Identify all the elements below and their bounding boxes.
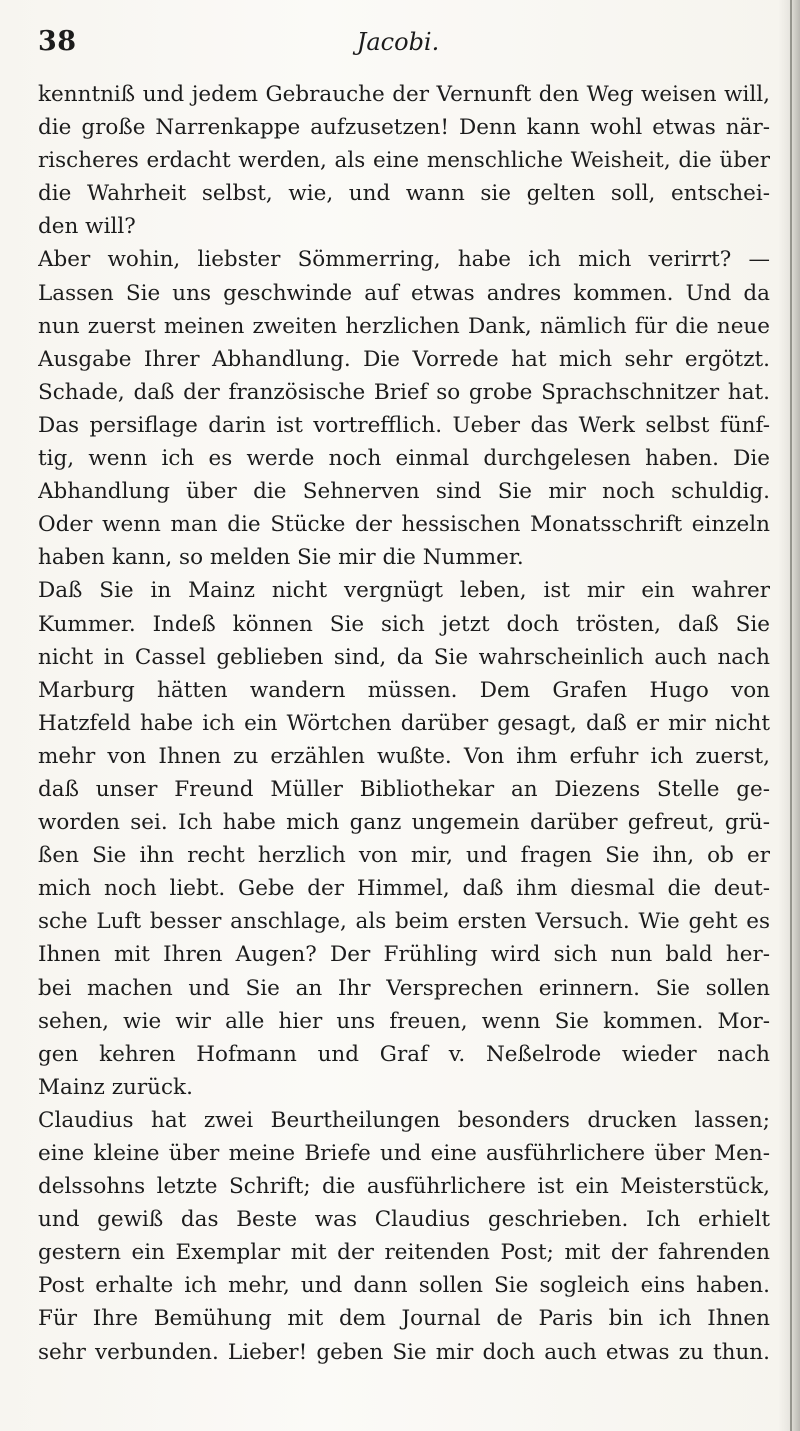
text-line: sche Luft besser anschlage, als beim ersten Versuch. Wie geht es xyxy=(38,909,770,935)
text-line: Abhandlung über die Sehnerven sind Sie mir noch schuldig. xyxy=(38,479,770,505)
text-line: Marburg hätten wandern müssen. Dem Grafen Hugo von xyxy=(38,677,770,703)
text-line: Das persiflage darin ist vortrefflich. Ueber das Werk selbst fünf- xyxy=(38,412,770,438)
page-number: 38 xyxy=(38,26,77,57)
text-line: nun zuerst meinen zweiten herzlichen Dank, nämlich für die neue xyxy=(38,313,770,339)
text-line: Ihnen mit Ihren Augen? Der Frühling wird sich nun bald her- xyxy=(38,942,770,968)
text-line: Schade, daß der französische Brief so grobe Sprachschnitzer hat. xyxy=(38,379,770,405)
text-line: sehen, wie wir alle hier uns freuen, wenn Sie kommen. Mor- xyxy=(38,1008,770,1034)
page-edge-line xyxy=(790,0,792,1431)
text-line: mehr von Ihnen zu erzählen wußte. Von ihm erfuhr ich zuerst, xyxy=(38,743,770,769)
text-line: Post erhalte ich mehr, und dann sollen Sie sogleich eins haben. xyxy=(38,1273,770,1299)
text-line: Oder wenn man die Stücke der hessischen Monatsschrift einzeln xyxy=(38,512,770,538)
text-line: den will? xyxy=(38,214,136,240)
text-line: rischeres erdacht werden, als eine menschliche Weisheit, die über xyxy=(38,148,770,174)
text-line: nicht in Cassel geblieben sind, da Sie wahrscheinlich auch nach xyxy=(38,644,770,670)
text-line: die Wahrheit selbst, wie, und wann sie gelten soll, entschei- xyxy=(38,181,770,207)
text-line: die große Narrenkappe aufzusetzen! Denn kann wohl etwas när- xyxy=(38,115,770,141)
text-line: tig, wenn ich es werde noch einmal durchgelesen haben. Die xyxy=(38,446,770,472)
running-head: Jacobi. xyxy=(356,28,440,56)
text-line: Daß Sie in Mainz nicht vergnügt leben, ist mir ein wahrer xyxy=(38,578,770,604)
text-line: haben kann, so melden Sie mir die Nummer. xyxy=(38,545,524,571)
text-line: mich noch liebt. Gebe der Himmel, daß ihm diesmal die deut- xyxy=(38,876,770,902)
text-line: und gewiß das Beste was Claudius geschrieben. Ich erhielt xyxy=(38,1207,770,1233)
text-line: kenntniß und jedem Gebrauche der Vernunft den Weg weisen will, xyxy=(38,82,770,107)
text-line: sehr verbunden. Lieber! geben Sie mir doch auch etwas zu thun. xyxy=(38,1339,770,1365)
text-line: Für Ihre Bemühung mit dem Journal de Paris bin ich Ihnen xyxy=(38,1306,770,1332)
text-line: gestern ein Exemplar mit der reitenden Post; mit der fahrenden xyxy=(38,1240,770,1266)
text-line: Mainz zurück. xyxy=(38,1074,193,1100)
body-text xyxy=(38,78,770,1369)
text-line: Lassen Sie uns geschwinde auf etwas andres kommen. Und da xyxy=(38,280,770,306)
text-line: worden sei. Ich habe mich ganz ungemein darüber gefreut, grü- xyxy=(38,810,770,836)
text-line: eine kleine über meine Briefe und eine ausführlichere über Men- xyxy=(38,1141,770,1166)
text-line: Hatzfeld habe ich ein Wörtchen darüber gesagt, daß er mir nicht xyxy=(38,710,770,736)
text-line: daß unser Freund Müller Bibliothekar an Diezens Stelle ge- xyxy=(38,776,770,802)
text-line: bei machen und Sie an Ihr Versprechen erinnern. Sie sollen xyxy=(38,975,770,1001)
page-edge-shadow xyxy=(778,0,800,1431)
text-line: ßen Sie ihn recht herzlich von mir, und fragen Sie ihn, ob er xyxy=(38,843,770,869)
text-line: Ausgabe Ihrer Abhandlung. Die Vorrede hat mich sehr ergötzt. xyxy=(38,346,770,372)
page-header xyxy=(38,26,758,66)
text-line: Aber wohin, liebster Sömmerring, habe ich mich verirrt? — xyxy=(38,247,770,273)
text-line: Claudius hat zwei Beurtheilungen besonders drucken lassen; xyxy=(38,1107,770,1133)
text-line: gen kehren Hofmann und Graf v. Neßelrode wieder nach xyxy=(38,1041,770,1067)
text-line: Kummer. Indeß können Sie sich jetzt doch trösten, daß Sie xyxy=(38,611,770,637)
text-line: delssohns letzte Schrift; die ausführlichere ist ein Meisterstück, xyxy=(38,1174,770,1200)
